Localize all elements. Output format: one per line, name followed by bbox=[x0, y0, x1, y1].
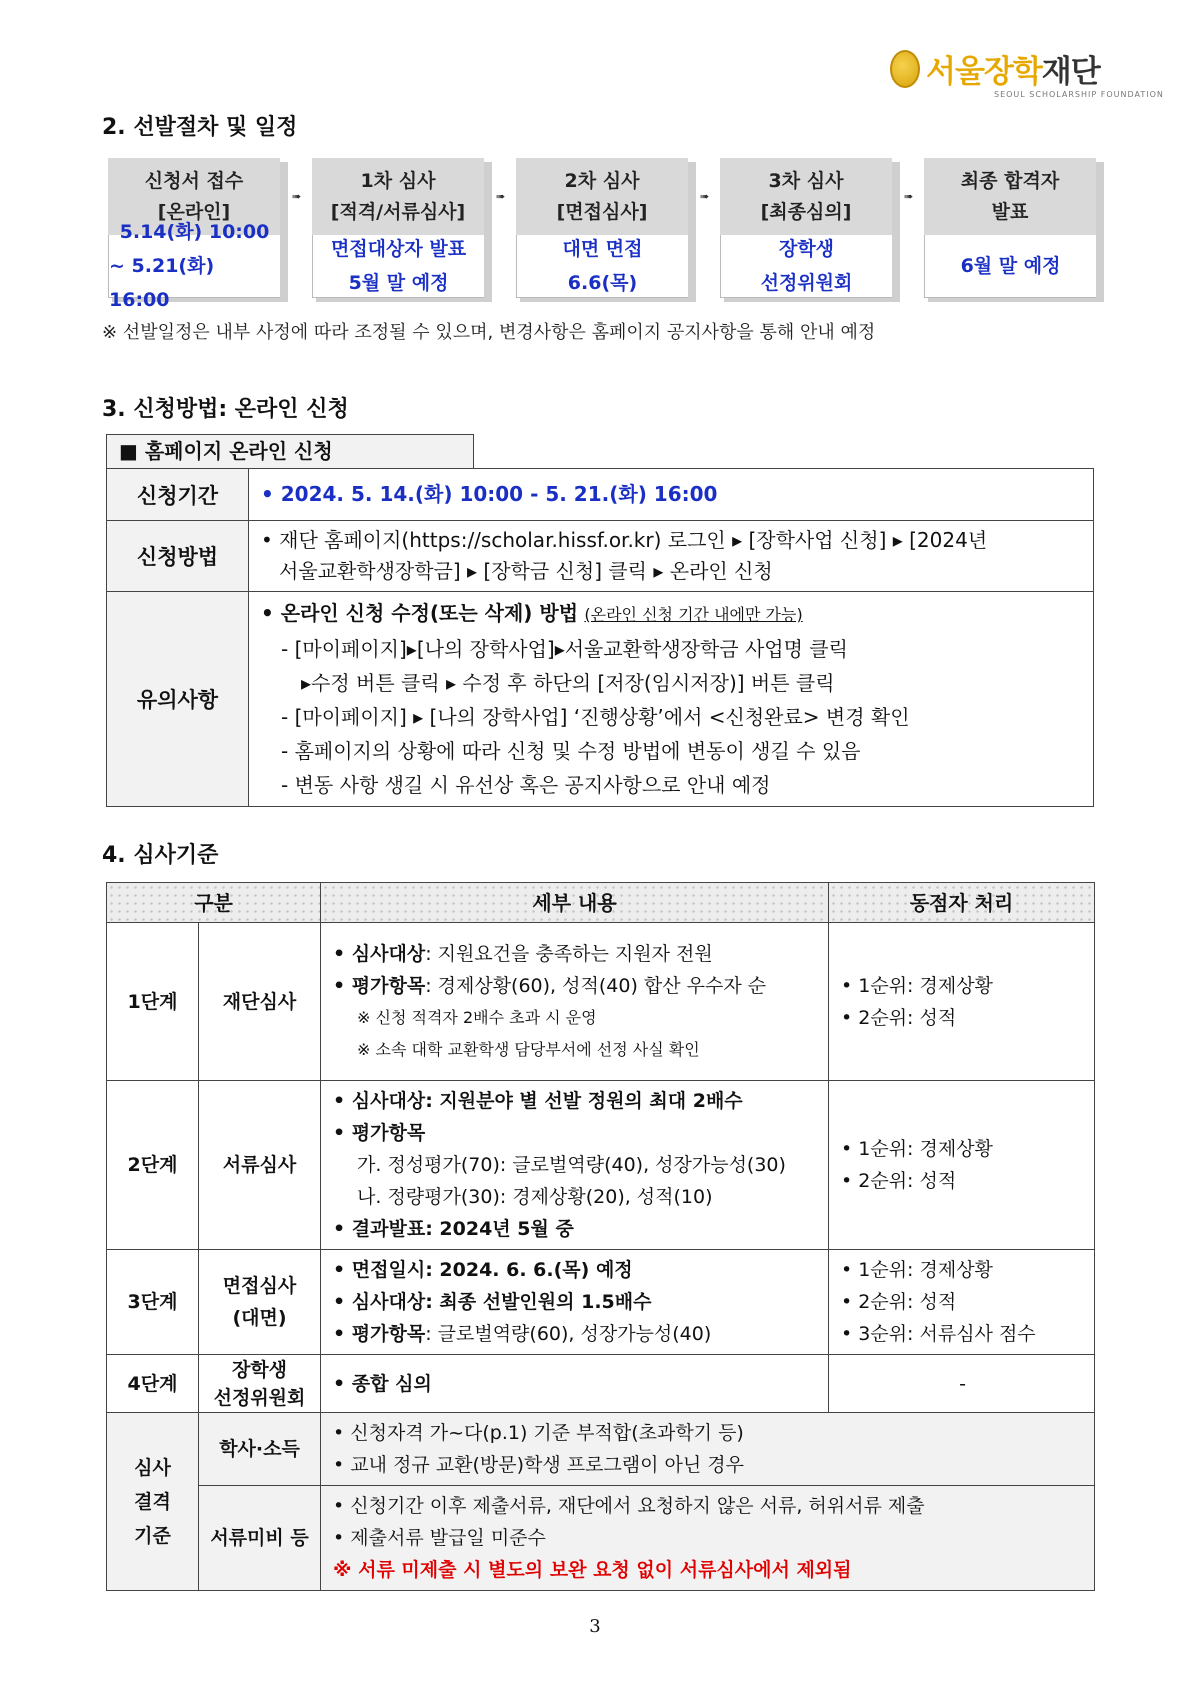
tie-rule: • 2순위: 성적 bbox=[841, 1291, 957, 1313]
seal-icon bbox=[890, 50, 920, 88]
tie-rule: • 1순위: 경제상황 bbox=[841, 974, 993, 997]
schedule-note: ※ 선발일정은 내부 사정에 따라 조정될 수 있으며, 변경사항은 홈페이지 공지사항을 통해 안내 예정 bbox=[102, 322, 876, 343]
arrow-icon: ➠ bbox=[700, 190, 710, 203]
flow-step-1: 신청서 접수 [온라인] 5.14(화) 10:00 ~ 5.21(화) 16:00 bbox=[108, 158, 284, 298]
flow-step-2: 1차 심사 [적격/서류심사] 면접대상자 발표 5월 말 예정 bbox=[312, 158, 488, 298]
caution-line: ▸수정 버튼 클릭 ▸ 수정 후 하단의 [저장(임시저장)] 버튼 클릭 bbox=[301, 671, 835, 695]
logo-subtitle: SEOUL SCHOLARSHIP FOUNDATION bbox=[994, 90, 1164, 99]
section4-heading: 4. 심사기준 bbox=[102, 843, 219, 868]
stage-4-name: 장학생 선정위원회 bbox=[199, 1355, 321, 1413]
stage-3-name: 면접심사 (대면) bbox=[199, 1250, 321, 1355]
flow-step-5: 최종 합격자 발표 6월 말 예정 bbox=[924, 158, 1100, 298]
header-detail: 세부 내용 bbox=[321, 883, 829, 923]
disq-academic-label: 학사·소득 bbox=[199, 1413, 321, 1486]
caution-label: 유의사항 bbox=[107, 592, 249, 807]
method-label: 신청방법 bbox=[107, 521, 249, 592]
tie-rule: • 2순위: 성적 bbox=[841, 1170, 957, 1192]
evaluation-criteria-table: 구분 세부 내용 동점자 처리 1단계 재단심사 • 심사대상: 지원요건을 충족하는 지원자 전원 • 평가항목: 경제상황(60), 성적(40) 합산 우수자 순 ※ 신청 적격자 2배수 초과 시 운영 ※ 소속 대학 교환학생 담당부서에 선정 사실 확인 • 1순위: 경제상황 • 2순위: 성적 2단계 서류심사 • 심사대상: 지원분야 별 선발 정원의 최대 2배수 • 평가항목 가. 정성평가(70): 글로벌역량(40), 성장가능성(30) 나. 정량평가(30): 경제상황(20), 성적(10) • 결과발표: 2024년 5월 중 • 1순위: 경제상황 • 2순위: 성적 3단계 면접심사 (대면) • 면접일시: 2024. 6. 6.(목) 예정 • 심사대상: 최종 선발인원의 1.5배수 • 평가항목: 글로벌역량(60), 성장가능성(40) • 1순위: 경제상황 • 2순위: 성적 • 3순위: 서류심사 점수 4단계 장학생 선정위원회 • 종합 심의 - 심사 결격 기준 학사·소득 • 신청자격 가~다(p.1) 기준 부적합(초과학기 등) • 교내 정규 교환(방문)학생 프로그램이 아닌 경우 서류미비 등 • 신청기간 이후 제출서류, 재단에서 요청하지 않은 서류, 허위서류 제출 • 제출서류 발급일 미준수 ※ 서류 미제출 시 별도의 보완 요청 없이 서류심사에서 제외됨 bbox=[106, 882, 1095, 1591]
method-line: • 재단 홈페이지(https://scholar.hissf.or.kr) 로그인 ▸ [장학사업 신청] ▸ [2024년 bbox=[261, 528, 988, 552]
caution-line: - [마이페이지] ▸ [나의 장학사업] ‘진행상황’에서 <신청완료> 변경 확인 bbox=[281, 705, 910, 729]
caution-line: - [마이페이지]▸[나의 장학사업]▸서울교환학생장학금 사업명 클릭 bbox=[281, 637, 848, 661]
disqualification-label: 심사 결격 기준 bbox=[107, 1413, 199, 1591]
tie-rule: • 3순위: 서류심사 점수 bbox=[841, 1323, 1036, 1345]
period-value: • 2024. 5. 14.(화) 10:00 - 5. 21.(화) 16:00 bbox=[249, 469, 1094, 521]
tie-rule: • 2순위: 성적 bbox=[841, 1006, 957, 1029]
stage-2-name: 서류심사 bbox=[199, 1081, 321, 1250]
stage-4-detail: • 종합 심의 bbox=[321, 1355, 829, 1413]
section3-heading: 3. 신청방법: 온라인 신청 bbox=[102, 397, 349, 422]
foundation-logo bbox=[890, 46, 1164, 104]
caution-line: - 변동 사항 생길 시 유선상 혹은 공지사항으로 안내 예정 bbox=[281, 773, 771, 797]
tie-rule: • 1순위: 경제상황 bbox=[841, 1138, 993, 1160]
arrow-icon: ➠ bbox=[496, 190, 506, 203]
stage-1-note: ※ 신청 적격자 2배수 초과 시 운영 bbox=[357, 1007, 597, 1027]
stage-3-label: 3단계 bbox=[107, 1250, 199, 1355]
flow-step-3: 2차 심사 [면접심사] 대면 면접 6.6(목) bbox=[516, 158, 692, 298]
stage-2-label: 2단계 bbox=[107, 1081, 199, 1250]
disq-documents-label: 서류미비 등 bbox=[199, 1486, 321, 1591]
header-category: 구분 bbox=[107, 883, 321, 923]
stage-1-label: 1단계 bbox=[107, 923, 199, 1081]
caution-line: - 홈페이지의 상황에 따라 신청 및 수정 방법에 변동이 생길 수 있음 bbox=[281, 739, 861, 763]
tie-rule: • 1순위: 경제상황 bbox=[841, 1259, 993, 1281]
application-method-table bbox=[106, 468, 1094, 807]
header-tie: 동점자 처리 bbox=[829, 883, 1095, 923]
caution-title-note: (온라인 신청 기간 내에만 가능) bbox=[584, 605, 803, 624]
method-line: 서울교환학생장학금] ▸ [장학금 신청] 클릭 ▸ 온라인 신청 bbox=[279, 559, 773, 583]
section2-heading: 2. 선발절차 및 일정 bbox=[102, 115, 298, 140]
page-number: 3 bbox=[589, 1616, 601, 1637]
disq-warning: ※ 서류 미제출 시 별도의 보완 요청 없이 서류심사에서 제외됨 bbox=[333, 1559, 852, 1581]
stage-4-label: 4단계 bbox=[107, 1355, 199, 1413]
flow-step-4: 3차 심사 [최종심의] 장학생 선정위원회 bbox=[720, 158, 896, 298]
arrow-icon: ➠ bbox=[904, 190, 914, 203]
period-label: 신청기간 bbox=[107, 469, 249, 521]
arrow-icon: ➠ bbox=[292, 190, 302, 203]
logo-wordmark: 서울장학재단 bbox=[926, 54, 1100, 90]
stage-1-name: 재단심사 bbox=[199, 923, 321, 1081]
caution-title: • 온라인 신청 수정(또는 삭제) 방법 bbox=[261, 601, 579, 625]
stage-1-note: ※ 소속 대학 교환학생 담당부서에 선정 사실 확인 bbox=[357, 1039, 700, 1059]
online-apply-tab-label: ■ 홈페이지 온라인 신청 bbox=[106, 434, 474, 468]
stage-4-tie: - bbox=[829, 1355, 1095, 1413]
